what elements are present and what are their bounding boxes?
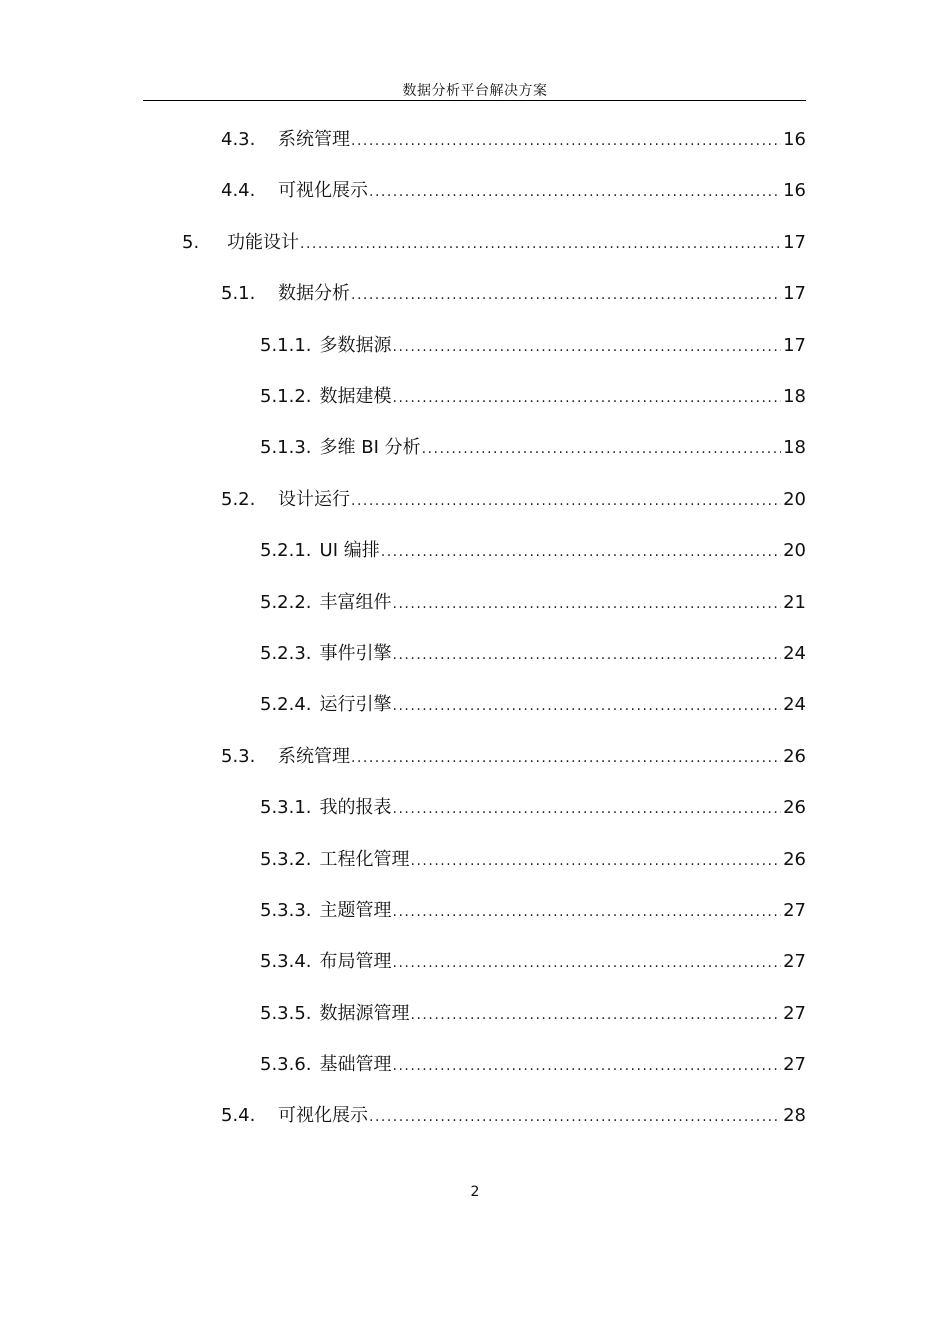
toc-number: 5.3.4. — [260, 951, 312, 972]
toc-page-number: 26 — [783, 849, 806, 870]
toc-title: 多维 BI 分析 — [319, 437, 421, 458]
toc-title: 工程化管理 — [319, 849, 410, 870]
toc-number: 5.2.2. — [260, 592, 312, 613]
toc-title: UI 编排 — [319, 540, 380, 561]
toc-entry-4-4[interactable] — [221, 179, 806, 203]
toc-page-number: 27 — [783, 900, 806, 921]
toc-number: 5. — [182, 232, 200, 253]
toc-entry-5-2-3[interactable] — [260, 642, 806, 666]
toc-page-number: 17 — [783, 232, 806, 253]
toc-page-number: 24 — [783, 694, 806, 715]
toc-number: 5.3.3. — [260, 900, 312, 921]
toc-number: 5.2.4. — [260, 694, 312, 715]
toc-entry-5-2[interactable] — [221, 488, 806, 512]
toc-title: 设计运行 — [278, 489, 350, 510]
toc-number: 5.3.5. — [260, 1003, 312, 1024]
toc-title: 系统管理 — [278, 746, 350, 767]
toc-number: 5.1.2. — [260, 386, 312, 407]
toc-entry-5-1-1[interactable] — [260, 334, 806, 358]
toc-title: 多数据源 — [319, 335, 392, 356]
toc-entry-5-3-6[interactable] — [260, 1053, 806, 1077]
toc-number: 4.3. — [221, 129, 256, 150]
toc-page-number: 28 — [783, 1105, 806, 1126]
toc-dot-leader — [393, 386, 782, 410]
toc-page-number: 16 — [783, 129, 806, 150]
toc-page-number: 27 — [783, 1054, 806, 1075]
toc-title: 可视化展示 — [278, 1105, 368, 1126]
toc-page-number: 18 — [783, 386, 806, 407]
toc-entry-5-2-1[interactable] — [260, 539, 806, 563]
toc-dot-leader — [393, 900, 782, 924]
toc-entry-4-3[interactable] — [221, 128, 806, 152]
toc-title: 系统管理 — [278, 129, 350, 150]
toc-title: 基础管理 — [319, 1054, 392, 1075]
toc-entry-5[interactable] — [182, 231, 806, 255]
toc-dot-leader — [411, 849, 782, 873]
toc-dot-leader — [393, 951, 782, 975]
toc-number: 5.2.3. — [260, 643, 312, 664]
footer-page-number: 2 — [470, 1184, 480, 1200]
toc-title: 数据建模 — [319, 386, 392, 407]
header-divider — [143, 100, 806, 101]
toc-title: 主题管理 — [319, 900, 392, 921]
toc-number: 5.1.3. — [260, 437, 312, 458]
toc-page-number: 20 — [783, 540, 806, 561]
toc-title: 丰富组件 — [319, 592, 392, 613]
toc-entry-5-3-1[interactable] — [260, 796, 806, 820]
toc-title: 我的报表 — [319, 797, 392, 818]
toc-title: 布局管理 — [319, 951, 392, 972]
toc-entry-5-2-2[interactable] — [260, 591, 806, 615]
toc-entry-5-2-4[interactable] — [260, 693, 806, 717]
toc-entry-5-4[interactable] — [221, 1104, 806, 1128]
toc-dot-leader — [393, 797, 782, 821]
toc-dot-leader — [351, 129, 781, 153]
toc-number: 5.2. — [221, 489, 256, 510]
toc-title: 可视化展示 — [278, 180, 368, 201]
toc-entry-5-3-5[interactable] — [260, 1002, 806, 1026]
toc-entry-5-3[interactable] — [221, 745, 806, 769]
toc-title: 事件引擎 — [319, 643, 392, 664]
toc-dot-leader — [422, 437, 781, 461]
toc-page-number: 20 — [783, 489, 806, 510]
toc-title: 运行引擎 — [319, 694, 392, 715]
toc-dot-leader — [393, 335, 782, 359]
toc-title: 功能设计 — [227, 232, 299, 253]
toc-dot-leader — [381, 540, 781, 564]
toc-page-number: 24 — [783, 643, 806, 664]
toc-page-number: 26 — [783, 746, 806, 767]
toc-entry-5-1-2[interactable] — [260, 385, 806, 409]
toc-page-number: 21 — [783, 592, 806, 613]
toc-dot-leader — [411, 1003, 782, 1027]
toc-entry-5-1[interactable] — [221, 282, 806, 306]
toc-dot-leader — [351, 489, 781, 513]
toc-number: 5.3. — [221, 746, 256, 767]
toc-number: 5.1.1. — [260, 335, 312, 356]
toc-entry-5-3-2[interactable] — [260, 848, 806, 872]
header-title: 数据分析平台解决方案 — [402, 83, 548, 99]
toc-dot-leader — [369, 180, 781, 204]
toc-dot-leader — [351, 283, 781, 307]
toc-page-number: 16 — [783, 180, 806, 201]
toc-number: 5.3.6. — [260, 1054, 312, 1075]
toc-page-number: 26 — [783, 797, 806, 818]
toc-number: 4.4. — [221, 180, 256, 201]
toc-title: 数据源管理 — [319, 1003, 410, 1024]
toc-dot-leader — [393, 694, 782, 718]
toc-number: 5.2.1. — [260, 540, 312, 561]
toc-number: 5.4. — [221, 1105, 256, 1126]
toc-dot-leader — [300, 232, 781, 256]
toc-number: 5.3.1. — [260, 797, 312, 818]
toc-entry-5-3-4[interactable] — [260, 950, 806, 974]
toc-entry-5-3-3[interactable] — [260, 899, 806, 923]
toc-dot-leader — [393, 643, 782, 667]
toc-dot-leader — [369, 1105, 781, 1129]
toc-entry-5-1-3[interactable] — [260, 436, 806, 460]
toc-page-number: 27 — [783, 1003, 806, 1024]
toc-number: 5.3.2. — [260, 849, 312, 870]
toc-dot-leader — [393, 1054, 782, 1078]
toc-page-number: 17 — [783, 283, 806, 304]
toc-page-number: 17 — [783, 335, 806, 356]
toc-number: 5.1. — [221, 283, 256, 304]
toc-page-number: 18 — [783, 437, 806, 458]
toc-dot-leader — [351, 746, 781, 770]
toc-dot-leader — [393, 592, 782, 616]
toc-title: 数据分析 — [278, 283, 350, 304]
toc-page-number: 27 — [783, 951, 806, 972]
